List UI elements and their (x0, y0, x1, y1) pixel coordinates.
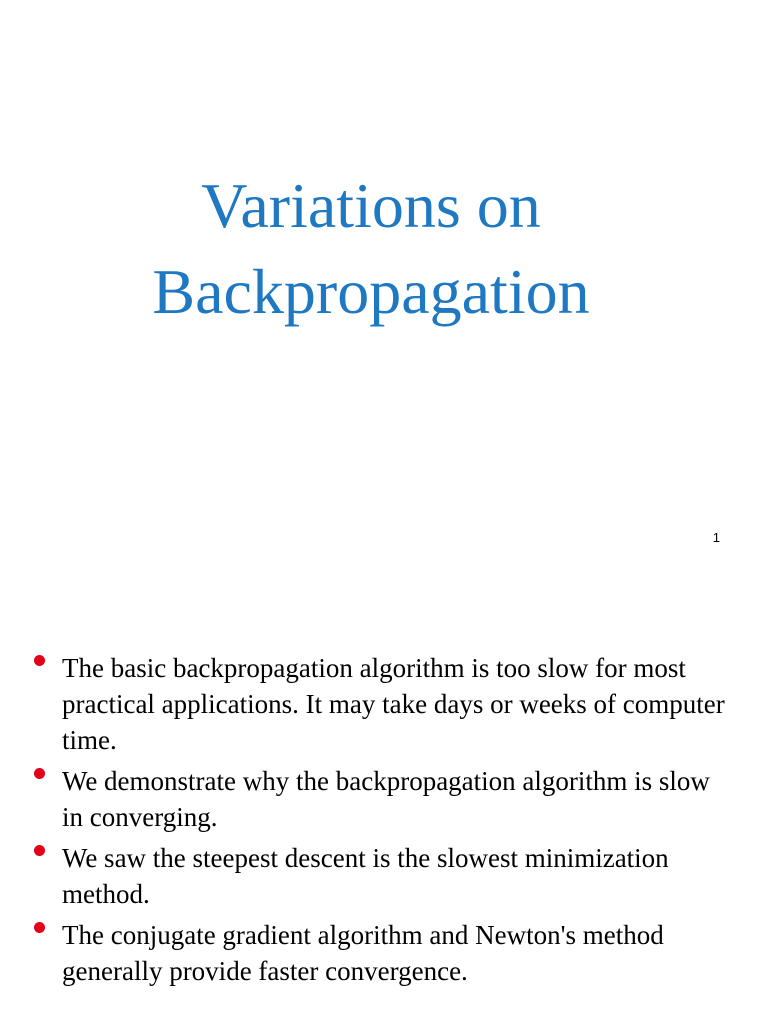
slide-title (0, 163, 742, 335)
bullet-text: We demonstrate why the backpropagation algorithm is slow in converging. (62, 766, 710, 832)
content-slide (0, 590, 768, 1024)
page-number: 1 (712, 530, 720, 545)
bullet-dot-icon (34, 655, 45, 666)
bullet-item (30, 840, 730, 912)
bullet-list (30, 650, 730, 994)
bullet-text: The conjugate gradient algorithm and Newton's method generally provide faster convergence. (62, 920, 664, 986)
bullet-dot-icon (34, 845, 45, 856)
bullet-dot-icon (34, 768, 45, 779)
title-line-2: Backpropagation (152, 256, 590, 327)
bullet-dot-icon (34, 922, 45, 933)
bullet-item (30, 650, 730, 758)
bullet-text: We saw the steepest descent is the slowest minimization method. (62, 843, 669, 909)
bullet-item (30, 763, 730, 835)
title-line-1: Variations on (201, 170, 541, 241)
bullet-text: The basic backpropagation algorithm is too slow for most practical applications. It may take days or weeks of computer time. (62, 653, 725, 755)
bullet-item (30, 917, 730, 989)
